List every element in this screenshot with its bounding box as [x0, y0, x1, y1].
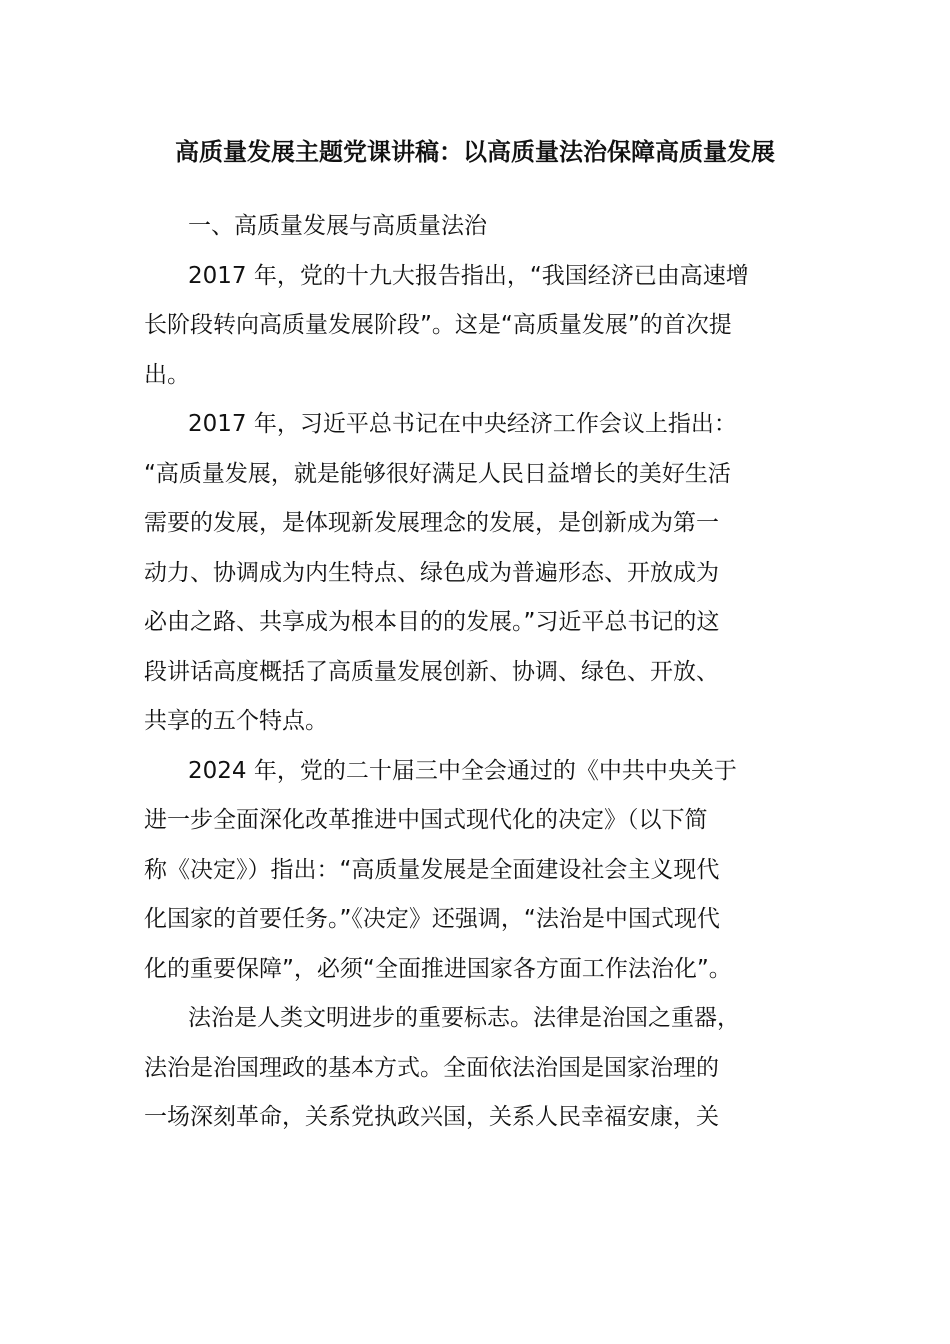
- paragraph-line: 化的重要保障”，必须“全面推进国家各方面工作法治化”。: [144, 955, 732, 982]
- paragraph-line: 2017 年，党的十九大报告指出，“我国经济已由高速增: [188, 262, 749, 289]
- paragraph-line: 进一步全面深化改革推进中国式现代化的决定》（以下简: [144, 807, 708, 833]
- section-heading: 一、高质量发展与高质量法治: [188, 213, 487, 239]
- paragraph-line: “高质量发展，就是能够很好满足人民日益增长的美好生活: [144, 460, 731, 487]
- paragraph-line: 需要的发展，是体现新发展理念的发展，是创新成为第一: [144, 510, 719, 536]
- paragraph-line: 称《决定》）指出：“高质量发展是全面建设社会主义现代: [144, 856, 720, 883]
- paragraph-line: 段讲话高度概括了高质量发展创新、协调、绿色、开放、: [144, 658, 719, 685]
- paragraph-line: 动力、协调成为内生特点、绿色成为普遍形态、开放成为: [144, 559, 719, 586]
- paragraph-line: 2024 年，党的二十届三中全会通过的《中共中央关于: [188, 757, 737, 784]
- document-title: 高质量发展主题党课讲稿：以高质量法治保障高质量发展: [175, 138, 775, 166]
- paragraph-line: 化国家的首要任务。”《决定》还强调，“法治是中国式现代: [144, 906, 720, 932]
- paragraph-line: 共享的五个特点。: [144, 708, 328, 734]
- paragraph-line: 一场深刻革命，关系党执政兴国，关系人民幸福安康，关: [144, 1104, 719, 1130]
- paragraph-line: 法治是治国理政的基本方式。全面依法治国是国家治理的: [144, 1054, 719, 1081]
- paragraph-line: 出。: [144, 361, 190, 388]
- paragraph-line: 长阶段转向高质量发展阶段”。这是“高质量发展”的首次提: [144, 312, 732, 338]
- paragraph-line: 必由之路、共享成为根本目的的发展。”习近平总书记的这: [144, 609, 720, 635]
- document-body: [144, 202, 806, 1143]
- paragraph-line: 2017 年，习近平总书记在中央经济工作会议上指出：: [188, 411, 737, 437]
- paragraph-line: 法治是人类文明进步的重要标志。法律是治国之重器，: [188, 1005, 740, 1031]
